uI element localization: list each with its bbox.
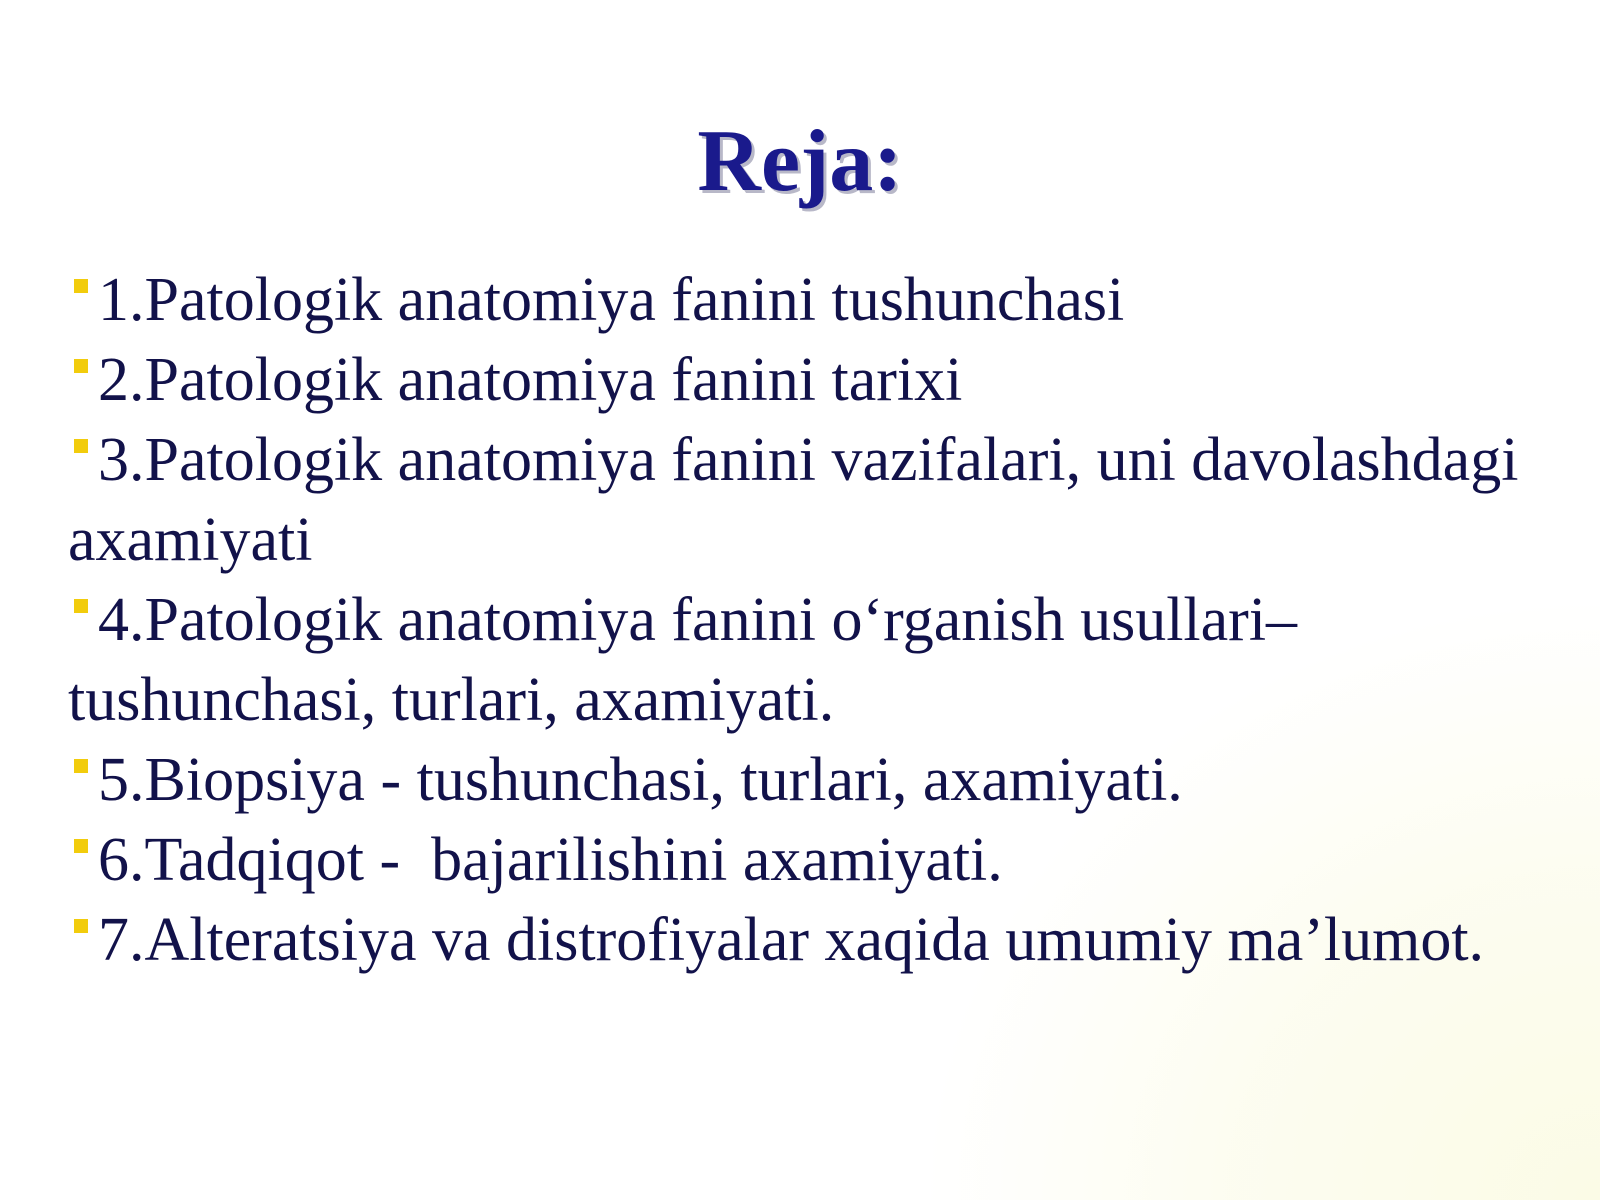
list-item-text: 4.Patologik anatomiya fanini o‘rganish usullari–tushunchasi, turlari, axamiyati. [68,586,1298,734]
list-item-text: 5.Biopsiya - tushunchasi, turlari, axamiyati. [98,746,1183,814]
list-item-text: 3.Patologik anatomiya fanini vazifalari, uni davolashdagi axamiyati [68,426,1534,574]
square-bullet-icon [74,759,88,773]
list-item-text: 1.Patologik anatomiya fanini tushunchasi [98,266,1125,334]
list-item [68,900,1548,980]
slide-title: Reja: [697,113,903,210]
square-bullet-icon [74,839,88,853]
plan-list [68,260,1548,980]
list-item [68,740,1548,820]
list-item [68,820,1548,900]
square-bullet-icon [74,599,88,613]
square-bullet-icon [74,439,88,453]
square-bullet-icon [74,919,88,933]
list-item-text: 2.Patologik anatomiya fanini tarixi [98,346,963,414]
list-item-text: 7.Alteratsiya va distrofiyalar xaqida umumiy ma’lumot. [98,906,1485,974]
list-item [68,420,1548,580]
list-item-text: 6.Tadqiqot - bajarilishini axamiyati. [98,826,1003,894]
list-item [68,340,1548,420]
list-item [68,260,1548,340]
square-bullet-icon [74,359,88,373]
list-item [68,580,1548,740]
square-bullet-icon [74,279,88,293]
